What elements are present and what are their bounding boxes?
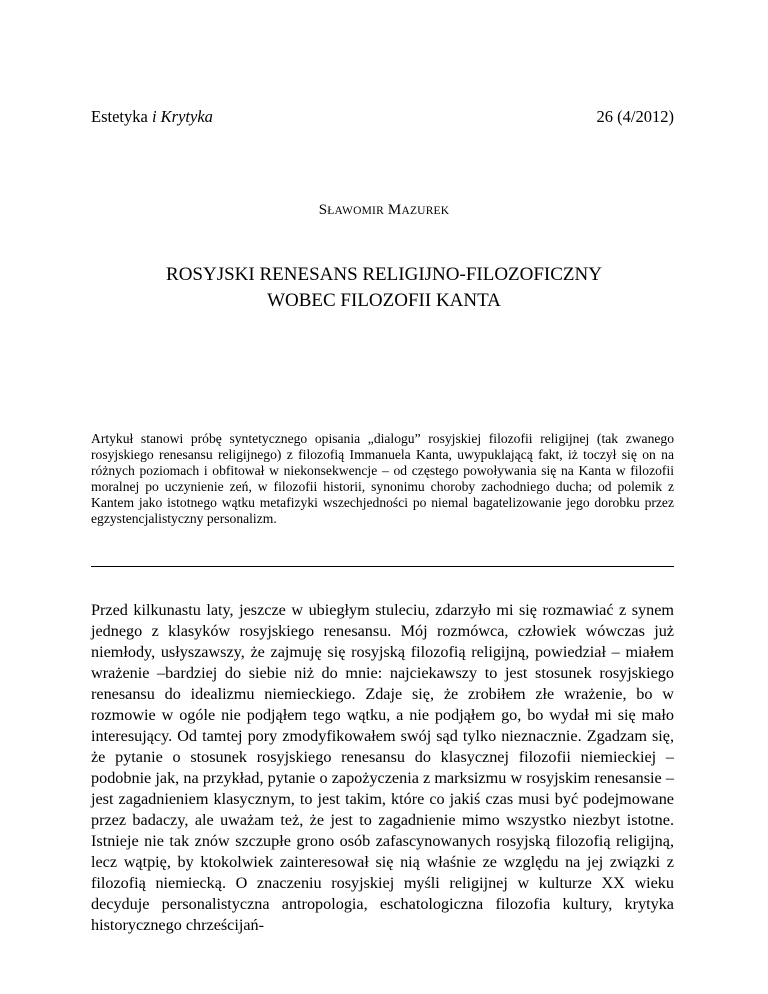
journal-name: Estetyka i Krytyka [91, 107, 213, 126]
body-text [91, 600, 674, 936]
abstract: Artykuł stanowi próbę syntetycznego opisania „dialogu” rosyjskiej filozofii religijnej (tak zwanego rosyjskiego renesansu religijnego) z filozofią Immanuela Kanta, uwypuklającą fakt, iż toczył się on na różnych poziomach i obfitował w niekonsekwencje – od częstego powoływania się na Kanta w filozofii moralnej po uczynienie zeń, w filozofii historii, synonimu choroby zachodniego ducha; od polemik z Kantem jako istotnego wątku metafizyki wszechjedności po niemal bagatelizowanie jego dorobku przez egzystencjalistyczny personalizm. [91, 431, 674, 526]
body-paragraph: Przed kilkunastu laty, jeszcze w ubiegłym stuleciu, zdarzyło mi się rozmawiać z synem jednego z klasyków rosyjskiego renesansu. Mój rozmówca, człowiek wówczas już niemłody, usłyszawszy, że zajmuję się rosyjską filozofią religijną, powiedział – miałem wrażenie –bardziej do siebie niż do mnie: najciekawszy to jest stosunek rosyjskiego renesansu do idealizmu niemieckiego. Zdaje się, że zrobiłem złe wrażenie, bo w rozmowie w ogóle nie podjąłem tego wątku, a nie podjąłem go, bo wydał mi się mało interesujący. Od tamtej pory zmodyfikowałem swój sąd tylko nieznacznie. Zgadzam się, że pytanie o stosunek rosyjskiego renesansu do klasycznej filozofii niemieckiej – podobnie jak, na przykład, pytanie o zapożyczenia z marksizmu w rosyjskim renesansie – jest zagadnieniem klasycznym, to jest takim, które co jakiś czas musi być podejmowane przez badaczy, ale uważam też, że jest to zagadnienie mimo wszystko niezbyt istotne. Istnieje nie tak znów szczupłe grono osób zafascynowanych rosyjską filozofią religijną, lecz wątpię, by ktokolwiek zainteresował się nią właśnie ze względu na jej związki z filozofią niemiecką. O znaczeniu rosyjskiej myśli religijnej w kulturze XX wieku decyduje personalistyczna antropologia, eschatologiczna filozofia kultury, krytyka historycznego chrześcijań- [91, 601, 674, 934]
title-line-2: WOBEC FILOZOFII KANTA [267, 290, 501, 311]
journal-name-italic: i Krytyka [151, 107, 213, 126]
running-header [91, 107, 674, 129]
separator-rule [91, 566, 674, 567]
title-line-1: ROSYJSKI RENESANS RELIGIJNO-FILOZOFICZNY [166, 264, 602, 285]
article-title [0, 262, 768, 314]
issue-number: 26 (4/2012) [596, 107, 674, 126]
author-name: SŁAWOMIR MAZUREK [318, 202, 450, 218]
